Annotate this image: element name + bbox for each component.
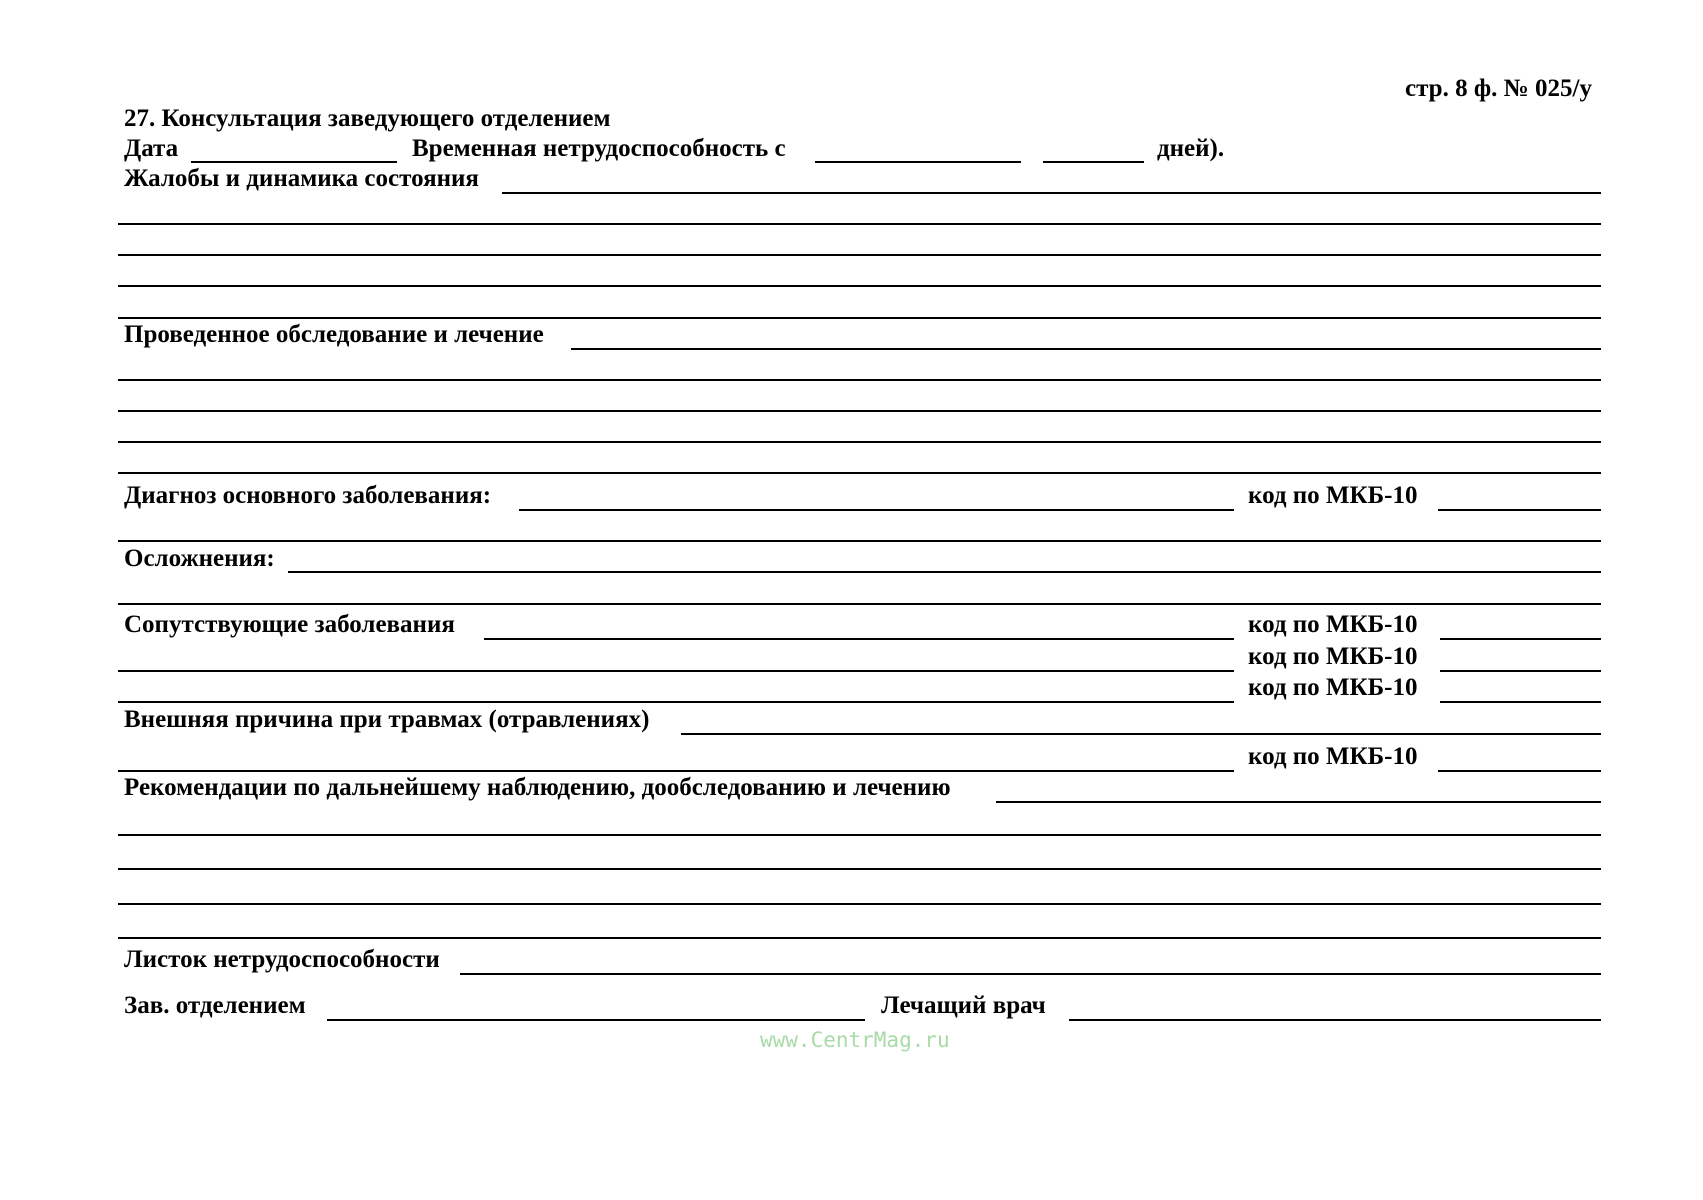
attending-doctor-label: Лечащий врач xyxy=(881,992,1046,1019)
exam-line[interactable] xyxy=(118,410,1601,412)
watermark: www.CentrMag.ru xyxy=(760,1028,950,1052)
concomitant-code-field[interactable] xyxy=(1440,701,1601,703)
external-cause-code-label: код по МКБ-10 xyxy=(1248,743,1418,770)
recommendations-line[interactable] xyxy=(118,868,1601,870)
concomitant-line[interactable] xyxy=(118,670,1234,672)
diagnosis-code-label: код по МКБ-10 xyxy=(1248,482,1418,509)
concomitant-code-field[interactable] xyxy=(1440,638,1601,640)
complications-field[interactable] xyxy=(288,571,1601,573)
page-reference: стр. 8 ф. № 025/у xyxy=(1405,75,1592,102)
recommendations-line[interactable] xyxy=(118,834,1601,836)
exam-label: Проведенное обследование и лечение xyxy=(124,321,544,348)
concomitant-field[interactable] xyxy=(484,638,1234,640)
external-cause-label: Внешняя причина при травмах (отравлениях) xyxy=(124,706,650,733)
section-title: 27. Консультация заведующего отделением xyxy=(124,105,611,132)
recommendations-field[interactable] xyxy=(996,801,1601,803)
sick-leave-label: Листок нетрудоспособности xyxy=(124,946,440,973)
complaints-line[interactable] xyxy=(118,285,1601,287)
recommendations-label: Рекомендации по дальнейшему наблюдению, дообследованию и лечению xyxy=(124,774,951,801)
head-of-department-signature-field[interactable] xyxy=(327,1019,865,1021)
attending-doctor-signature-field[interactable] xyxy=(1069,1019,1601,1021)
disability-days-field[interactable] xyxy=(1043,161,1144,163)
diagnosis-label: Диагноз основного заболевания: xyxy=(124,482,492,509)
diagnosis-field[interactable] xyxy=(519,509,1234,511)
disability-label: Временная нетрудоспособность с xyxy=(412,135,786,162)
recommendations-line[interactable] xyxy=(118,903,1601,905)
exam-line[interactable] xyxy=(118,441,1601,443)
complaints-field[interactable] xyxy=(502,192,1601,194)
sick-leave-field[interactable] xyxy=(460,973,1601,975)
complaints-line[interactable] xyxy=(118,223,1601,225)
exam-line[interactable] xyxy=(118,472,1601,474)
external-cause-line[interactable] xyxy=(118,770,1234,772)
disability-start-field[interactable] xyxy=(815,161,1021,163)
concomitant-line[interactable] xyxy=(118,701,1234,703)
complaints-label: Жалобы и динамика состояния xyxy=(124,165,479,192)
diagnosis-code-field[interactable] xyxy=(1438,509,1601,511)
external-cause-field[interactable] xyxy=(681,733,1601,735)
diagnosis-line[interactable] xyxy=(118,540,1601,542)
concomitant-code-field[interactable] xyxy=(1440,670,1601,672)
complaints-line[interactable] xyxy=(118,317,1601,319)
days-label: дней). xyxy=(1157,135,1225,162)
recommendations-line[interactable] xyxy=(118,937,1601,939)
complications-label: Осложнения: xyxy=(124,545,275,572)
concomitant-code-label: код по МКБ-10 xyxy=(1248,643,1418,670)
concomitant-code-label: код по МКБ-10 xyxy=(1248,611,1418,638)
concomitant-label: Сопутствующие заболевания xyxy=(124,611,455,638)
date-field[interactable] xyxy=(191,161,397,163)
concomitant-code-label: код по МКБ-10 xyxy=(1248,674,1418,701)
external-cause-code-field[interactable] xyxy=(1438,770,1601,772)
exam-field[interactable] xyxy=(571,348,1601,350)
complications-line[interactable] xyxy=(118,603,1601,605)
date-label: Дата xyxy=(124,135,179,162)
head-of-department-label: Зав. отделением xyxy=(124,992,306,1019)
exam-line[interactable] xyxy=(118,379,1601,381)
complaints-line[interactable] xyxy=(118,254,1601,256)
